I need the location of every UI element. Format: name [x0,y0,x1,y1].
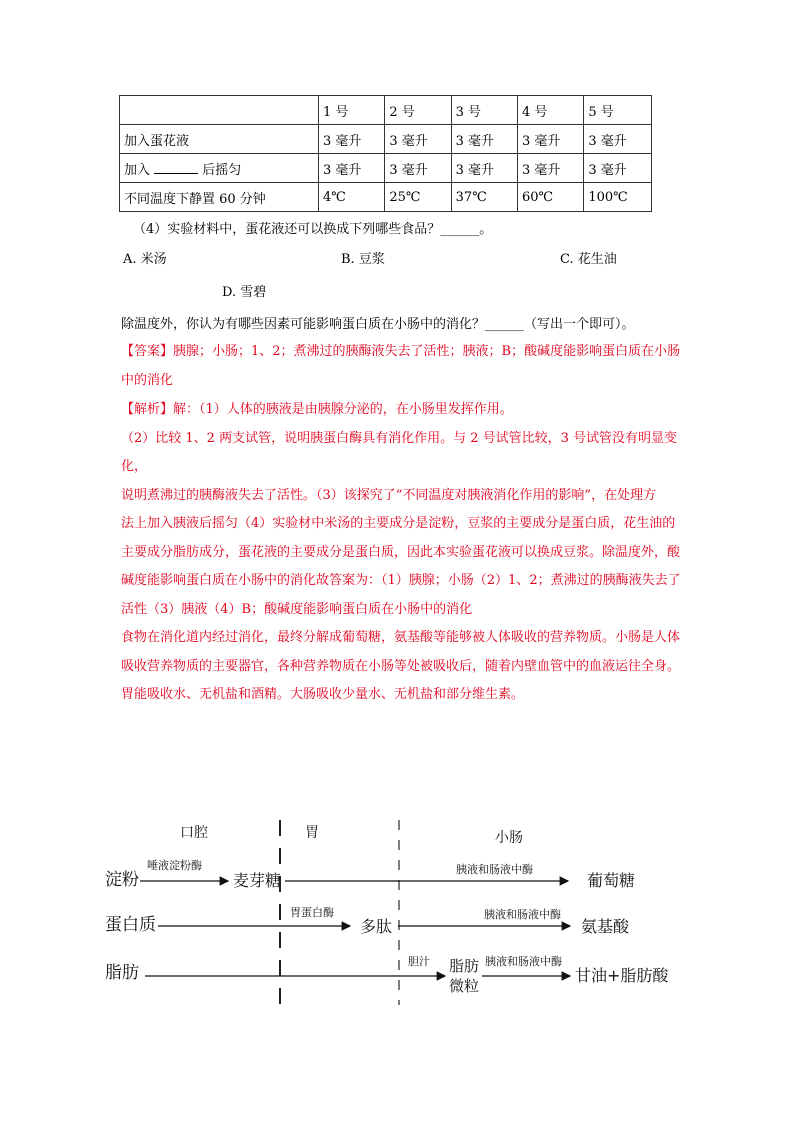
table-row-label [120,154,319,183]
table-row [120,183,652,212]
table-cell: 3 毫升 [517,154,583,183]
starch-product-1: 麦芽糖 [233,871,282,890]
table-header-row [120,96,652,125]
fat-product-1b: 微粒 [449,977,480,995]
analysis-line: （2）比较 1、2 两支试管，说明胰蛋白酶具有消化作用。与 2 号试管比较，3 号试管没有明显变化， [121,430,678,474]
table-cell: 5 号 [584,96,652,125]
table-cell: 60℃ [517,183,583,212]
fat-product-1: 脂肪 [449,957,480,975]
table-row-label: 不同温度下静置 60 分钟 [120,183,319,212]
experiment-table [119,95,652,212]
region-label-intestine: 小肠 [495,830,523,846]
table-cell: 3 毫升 [319,154,385,183]
table-cell: 3 毫升 [451,154,517,183]
table-cell: 3 毫升 [385,154,451,183]
table-cell: 3 号 [451,96,517,125]
table-cell: 3 毫升 [319,125,385,154]
fill-in-blank [154,161,198,174]
table-cell: 1 号 [319,96,385,125]
region-label-stomach: 胃 [305,825,319,841]
fat-label: 脂肪 [105,963,139,983]
table-cell: 3 毫升 [451,125,517,154]
row-label-suffix: 后摇匀 [202,162,242,178]
table-cell: 2 号 [385,96,451,125]
starch-enzyme-1: 唾液淀粉酶 [147,859,202,872]
table-cell: 3 毫升 [385,125,451,154]
table-row [120,125,652,154]
protein-enzyme-1: 胃蛋白酶 [290,906,334,919]
analysis-line: 食物在消化道内经过消化，最终分解成葡萄糖，氨基酸等能够被人体吸收的营养物质。小肠是人体 [121,630,681,645]
table-cell: 4℃ [319,183,385,212]
analysis-line: 吸收营养物质的主要器官，各种营养物质在小肠等处被吸收后，随着内壁血管中的血液运往全身。 [121,658,681,674]
table-row-label: 加入蛋花液 [120,125,319,154]
table-cell: 25℃ [385,183,451,212]
starch-enzyme-2: 胰液和肠液中酶 [456,863,533,876]
analysis-line: 法上加入胰液后摇匀（4）实验材中米汤的主要成分是淀粉，豆浆的主要成分是蛋白质，花生油的 [121,516,676,531]
table-cell: 4 号 [517,96,583,125]
protein-label: 蛋白质 [105,915,156,935]
table-cell: 100℃ [584,183,652,212]
fat-product-2: 甘油+脂肪酸 [575,966,669,985]
analysis-line: 活性（3）胰液（4）B；酸碱度能影响蛋白质在小肠中的消化 [121,601,473,617]
analysis-line: 胃能吸收水、无机盐和酒精。大肠吸收少量水、无机盐和部分维生素。 [121,687,525,702]
protein-enzyme-2: 胰液和肠液中酶 [484,908,561,921]
region-label-mouth: 口腔 [180,825,208,841]
table-row [120,154,652,183]
answer-section [121,338,691,395]
table-cell [120,96,319,125]
option-a: A. 米汤 [123,252,167,267]
answer-line: 【答案】胰腺；小肠；1、2；煮沸过的胰酶液失去了活性；胰液；B；酸碱度能影响蛋白质在小肠 [121,344,681,359]
fat-enzyme-1: 胆汁 [408,955,430,968]
table-cell: 37℃ [451,183,517,212]
analysis-line: 碱度能影响蛋白质在小肠中的消化故答案为：（1）胰腺；小肠（2）1、2；煮沸过的胰酶液失去了 [121,573,681,588]
option-b: B. 豆浆 [341,252,385,267]
analysis-line: 主要成分脂肪成分，蛋花液的主要成分是蛋白质，因此本实验蛋花液可以换成豆浆。除温度外，酸 [121,544,681,560]
answer-line: 中的消化 [121,372,174,388]
row-label-prefix: 加入 [124,162,151,178]
protein-product-1: 多肽 [360,917,393,936]
protein-product-2: 氨基酸 [581,917,630,936]
starch-label: 淀粉 [105,870,139,890]
analysis-line: 【解析】解：（1）人体的胰液是由胰腺分泌的，在小肠里发挥作用。 [121,402,513,417]
fat-enzyme-2: 胰液和肠液中酶 [485,955,562,968]
starch-product-2: 葡萄糖 [587,871,636,890]
option-d: D. 雪碧 [222,285,267,300]
analysis-line: 说明煮沸过的胰酶液失去了活性。（3）该探究了“不同温度对胰液消化作用的影响”，在处理方 [121,487,657,503]
question-4: （4）实验材料中，蛋花液还可以换成下列哪些食品？______。 [133,222,493,237]
question-5: 除温度外，你认为有哪些因素可能影响蛋白质在小肠中的消化？______（写出一个即可）。 [121,317,635,332]
table-cell: 3 毫升 [584,154,652,183]
table-cell: 3 毫升 [584,125,652,154]
table-cell: 3 毫升 [517,125,583,154]
digestion-diagram [100,815,700,1015]
option-c: C. 花生油 [560,252,617,267]
analysis-section [121,396,691,710]
